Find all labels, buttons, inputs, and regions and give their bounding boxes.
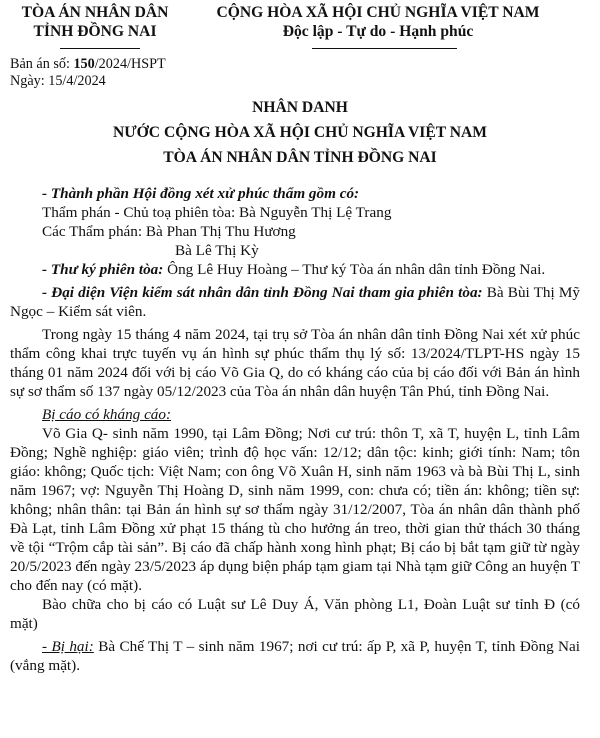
victim-info: - Bị hại: Bà Chế Thị T – sinh năm 1967; nơi cư trú: ấp P, xã P, huyện T, tỉnh Đồng Nai (vắng mặt). (10, 638, 580, 674)
case-meta (10, 56, 166, 90)
associate-judges: Các Thẩm phán: Bà Phan Thị Thu Hương (42, 223, 296, 240)
procuracy-representative: - Đại diện Viện kiểm sát nhân dân tỉnh Đồng Nai tham gia phiên tòa: Bà Bùi Thị Mỹ Ngọc – Kiểm sát viên. (10, 284, 580, 320)
national-motto: Độc lập - Tự do - Hạnh phúc (282, 22, 474, 40)
title-line-1: NHÂN DANH (252, 99, 348, 116)
court-name-block (10, 4, 180, 41)
case-number-line: Bản án số: 150/2024/HSPT (10, 56, 166, 72)
court-underline (60, 48, 140, 49)
associate-judge-2: Bà Lê Thị Kỳ (175, 242, 259, 259)
court-line-2: TỈNH ĐỒNG NAI (33, 22, 157, 40)
nation-name: CỘNG HÒA XÃ HỘI CHỦ NGHĨA VIỆT NAM (216, 4, 540, 21)
defense-counsel: Bào chữa cho bị cáo có Luật sư Lê Duy Á, Văn phòng L1, Đoàn Luật sư tỉnh Đ (có mặt) (10, 596, 580, 632)
defendant-details: Võ Gia Q- sinh năm 1990, tại Lâm Đồng; Nơi cư trú: thôn T, xã T, huyện L, tỉnh Lâm Đồng; Nghề nghiệp: giáo viên; trình độ học vấn: 12/12; dân tộc: kinh; giới tính: Nam; tôn giáo: không; Quốc tịch: Việt Nam; con ông Võ Xuân H, sinh năm 1963 và bà Bùi Thị L, sinh năm 1967; vợ: Nguyễn Thị Hoàng D, sinh năm 1999, con: chưa có; tiền án: không; tiền sự: không; nhân thân: tại Bản án hình sự sơ thẩm ngày 31/12/2007, Tòa án nhân dân thành phố Đà Lạt, tỉnh Lâm Đồng xử phạt 15 tháng tù cho hưởng án treo, thời gian thử thách 30 tháng về tội “Trộm cắp tài sản”. Bị cáo đã chấp hành xong hình phạt; Bị cáo bị bắt tạm giữ từ ngày 20/5/2023 đến ngày 23/5/2023 áp dụng biện pháp tạm giam tại Nhà tạm giữ Công an huyện T cho đến nay (có mặt). (10, 425, 580, 594)
court-clerk: - Thư ký phiên tòa: Ông Lê Huy Hoàng – Thư ký Tòa án nhân dân tỉnh Đồng Nai. (42, 261, 546, 278)
motto-underline (312, 48, 457, 49)
case-number: 150 (73, 56, 95, 72)
defendant-heading: Bị cáo có kháng cáo: (42, 406, 172, 423)
document-body (10, 184, 580, 675)
national-heading (178, 4, 578, 41)
panel-heading: - Thành phần Hội đồng xét xử phúc thẩm gồm có: (42, 185, 360, 202)
title-line-2: NƯỚC CỘNG HÒA XÃ HỘI CHỦ NGHĨA VIỆT NAM (113, 124, 487, 141)
case-date: Ngày: 15/4/2024 (10, 73, 106, 90)
presiding-judge: Thẩm phán - Chủ toạ phiên tòa: Bà Nguyễn Thị Lệ Trang (42, 204, 392, 221)
hearing-paragraph: Trong ngày 15 tháng 4 năm 2024, tại trụ sở Tòa án nhân dân tỉnh Đồng Nai xét xử phúc thẩm công khai trực tuyến vụ án hình sự phúc thẩm thụ lý số: 13/2024/TLPT-HS ngày 15 tháng 01 năm 2024 đối với bị cáo Võ Gia Q, do có kháng cáo của bị cáo đối với Bản án hình sự sơ thẩm số 137 ngày 05/12/2023 của Tòa án nhân dân huyện Tân Phú, tỉnh Đồng Nai. (10, 326, 580, 400)
court-line-1: TÒA ÁN NHÂN DÂN (21, 4, 169, 21)
title-line-3: TÒA ÁN NHÂN DÂN TỈNH ĐỒNG NAI (163, 149, 437, 166)
